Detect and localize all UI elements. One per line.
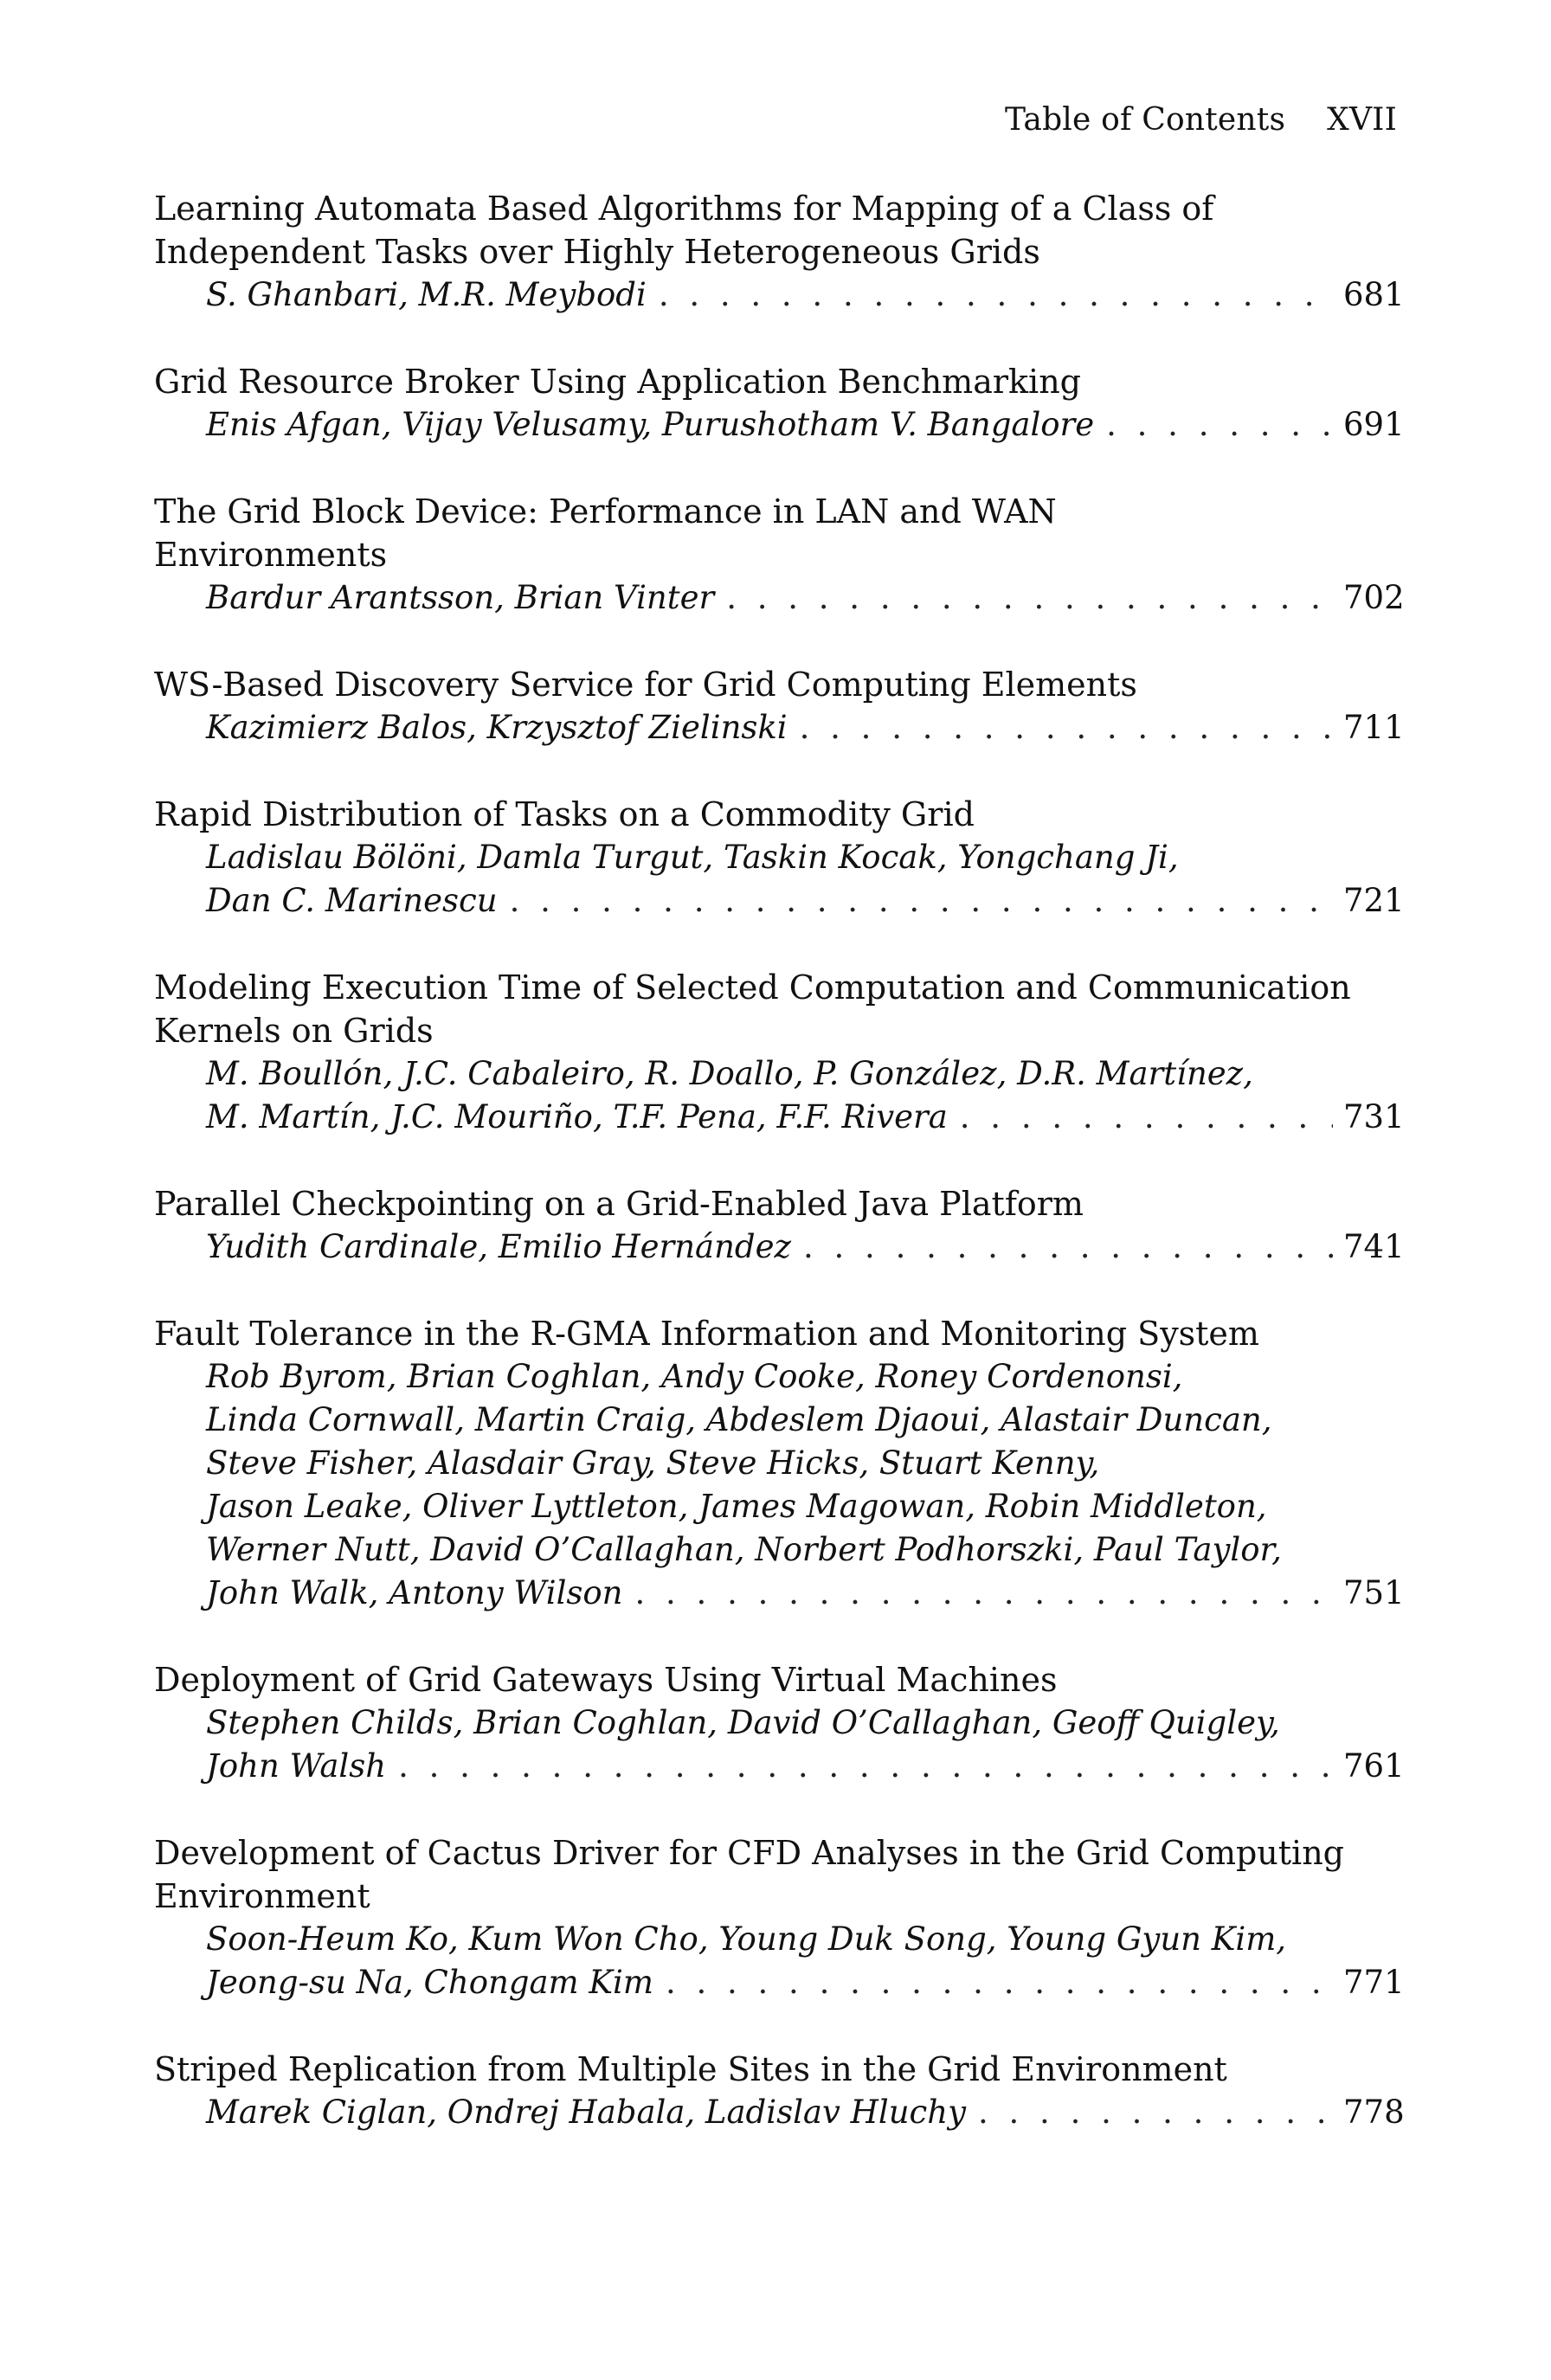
running-head: [1005, 102, 1397, 138]
entry-authors: [154, 1052, 1405, 1139]
entry-title: Development of Cactus Driver for CFD Analyses in the Grid Computing: [154, 1834, 1344, 1872]
entry-title: Parallel Checkpointing on a Grid-Enabled Java Platform: [154, 1185, 1084, 1223]
entry-authors: [154, 576, 1405, 620]
entry-page-number: 771: [1343, 1964, 1405, 2001]
toc-entry: [154, 360, 1405, 447]
entry-title: Independent Tasks over Highly Heterogeneous Grids: [154, 233, 1040, 271]
entry-title: Deployment of Grid Gateways Using Virtual Machines: [154, 1661, 1058, 1699]
author-line: S. Ghanbari, M.R. Meybodi: [206, 276, 647, 313]
author-line: Dan C. Marinescu: [206, 882, 498, 919]
author-line-with-page: [206, 1096, 1405, 1139]
entry-page-number: 751: [1343, 1574, 1405, 1611]
toc-entry: [154, 663, 1405, 749]
entry-authors: [154, 273, 1405, 317]
dot-leader: [510, 879, 1333, 923]
author-line: Rob Byrom, Brian Coghlan, Andy Cooke, Roney Cordenonsi,: [206, 1358, 1183, 1395]
author-line: Jason Leake, Oliver Lyttleton, James Magowan, Robin Middleton,: [206, 1488, 1267, 1525]
author-line: M. Martín, J.C. Mouriño, T.F. Pena, F.F. Rivera: [206, 1098, 948, 1135]
dot-leader: [803, 1225, 1333, 1269]
author-line: Yudith Cardinale, Emilio Hernández: [206, 1228, 792, 1265]
author-line: John Walsh: [206, 1747, 387, 1785]
author-line: Bardur Arantsson, Brian Vinter: [206, 579, 715, 616]
author-line-with-page: [206, 576, 1405, 620]
toc-entry: [154, 1182, 1405, 1269]
table-of-contents: [154, 187, 1405, 2177]
entry-page-number: 731: [1343, 1098, 1405, 1135]
author-line-with-page: [206, 2091, 1405, 2134]
entry-title: Environment: [154, 1877, 370, 1915]
book-page: [154, 0, 1405, 2380]
dot-leader: [726, 576, 1333, 620]
dot-leader: [659, 273, 1333, 317]
toc-entry: [154, 490, 1405, 620]
running-head-page-number: XVII: [1327, 102, 1397, 138]
running-head-title: Table of Contents: [1004, 102, 1286, 138]
entry-authors: [154, 1918, 1405, 2004]
author-line: Linda Cornwall, Martin Craig, Abdeslem Djaoui, Alastair Duncan,: [206, 1401, 1272, 1438]
entry-title: Striped Replication from Multiple Sites in the Grid Environment: [154, 2050, 1227, 2088]
toc-entry: [154, 2048, 1405, 2134]
author-line: Jeong-su Na, Chongam Kim: [206, 1964, 653, 2001]
dot-leader: [635, 1572, 1333, 1615]
entry-title: Environments: [154, 536, 388, 574]
author-line-with-page: [206, 706, 1405, 749]
entry-title: Rapid Distribution of Tasks on a Commodity Grid: [154, 795, 975, 833]
toc-entry: [154, 793, 1405, 923]
entry-page-number: 681: [1343, 276, 1405, 313]
entry-title: Kernels on Grids: [154, 1012, 434, 1050]
entry-title: Learning Automata Based Algorithms for Mapping of a Class of: [154, 190, 1214, 228]
author-line: John Walk, Antony Wilson: [206, 1574, 623, 1611]
entry-page-number: 721: [1343, 882, 1405, 919]
entry-page-number: 741: [1343, 1228, 1405, 1265]
entry-authors: [154, 403, 1405, 447]
entry-title: Fault Tolerance in the R-GMA Information and Monitoring System: [154, 1315, 1259, 1353]
entry-page-number: 778: [1343, 2094, 1405, 2131]
entry-authors: [154, 706, 1405, 749]
author-line: Enis Afgan, Vijay Velusamy, Purushotham V. Bangalore: [206, 406, 1095, 443]
author-line: Marek Ciglan, Ondrej Habala, Ladislav Hluchy: [206, 2094, 967, 2131]
entry-page-number: 761: [1343, 1747, 1405, 1785]
entry-title: WS-Based Discovery Service for Grid Computing Elements: [154, 666, 1137, 704]
author-line: Kazimierz Balos, Krzysztof Zielinski: [206, 709, 788, 746]
author-line: Werner Nutt, David O’Callaghan, Norbert Podhorszki, Paul Taylor,: [206, 1531, 1282, 1568]
entry-page-number: 691: [1343, 406, 1405, 443]
author-line-with-page: [206, 403, 1405, 447]
entry-authors: [154, 2091, 1405, 2134]
author-line-with-page: [206, 273, 1405, 317]
entry-page-number: 702: [1343, 579, 1405, 616]
toc-entry: [154, 187, 1405, 317]
entry-title: Grid Resource Broker Using Application Benchmarking: [154, 363, 1081, 401]
author-line: Stephen Childs, Brian Coghlan, David O’Callaghan, Geoff Quigley,: [206, 1704, 1280, 1741]
author-line-with-page: [206, 1572, 1405, 1615]
toc-entry: [154, 1312, 1405, 1615]
dot-leader: [1106, 403, 1333, 447]
entry-authors: [154, 1225, 1405, 1269]
author-line: Steve Fisher, Alasdair Gray, Steve Hicks, Stuart Kenny,: [206, 1444, 1100, 1482]
author-line: Soon-Heum Ko, Kum Won Cho, Young Duk Song, Young Gyun Kim,: [206, 1920, 1287, 1958]
entry-page-number: 711: [1343, 709, 1405, 746]
toc-entry: [154, 1658, 1405, 1788]
entry-title: Modeling Execution Time of Selected Computation and Communication: [154, 968, 1351, 1007]
author-line-with-page: [206, 1225, 1405, 1269]
dot-leader: [800, 706, 1333, 749]
author-line-with-page: [206, 1961, 1405, 2004]
entry-authors: [154, 1355, 1405, 1615]
toc-entry: [154, 1831, 1405, 2004]
entry-authors: [154, 836, 1405, 923]
entry-authors: [154, 1701, 1405, 1788]
dot-leader: [666, 1961, 1333, 2004]
dot-leader: [398, 1745, 1333, 1788]
author-line-with-page: [206, 879, 1405, 923]
author-line: Ladislau Bölöni, Damla Turgut, Taskin Kocak, Yongchang Ji,: [206, 839, 1179, 876]
dot-leader: [960, 1096, 1333, 1139]
dot-leader: [978, 2091, 1333, 2134]
author-line: M. Boullón, J.C. Cabaleiro, R. Doallo, P. González, D.R. Martínez,: [206, 1055, 1253, 1092]
entry-title: The Grid Block Device: Performance in LAN and WAN: [154, 492, 1057, 531]
author-line-with-page: [206, 1745, 1405, 1788]
toc-entry: [154, 966, 1405, 1139]
